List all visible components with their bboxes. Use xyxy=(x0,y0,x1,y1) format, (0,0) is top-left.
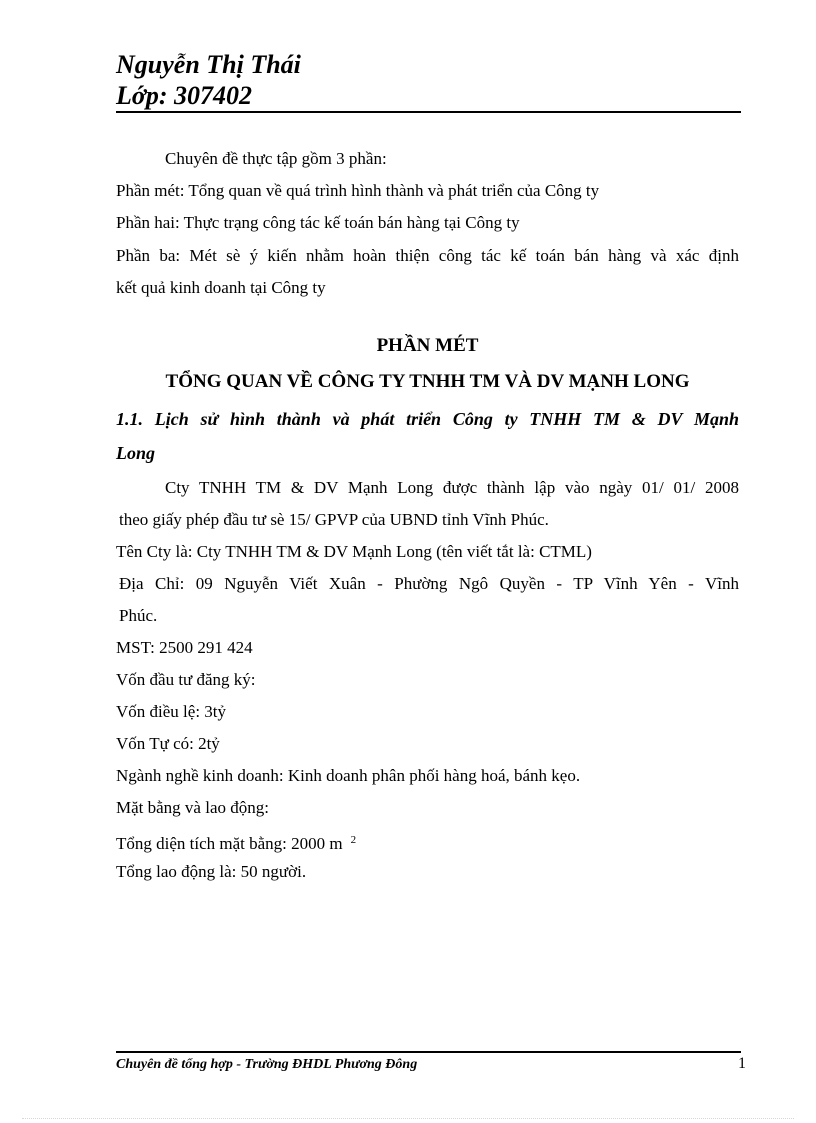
intro-line: Chuyên đề thực tập gồm 3 phần: xyxy=(165,149,387,168)
footer-divider xyxy=(116,1051,741,1053)
investment-capital: Vốn đầu tư đăng ký: xyxy=(116,670,256,689)
footer-text: Chuyên đề tổng hợp - Trường ĐHDL Phương Đông xyxy=(116,1057,418,1072)
paragraph-line-cont: theo giấy phép đầu tư sè 15/ GPVP của UBND tỉnh Vĩnh Phúc. xyxy=(119,510,549,529)
author-name: Nguyễn Thị Thái xyxy=(116,50,301,79)
intro-part-two: Phần hai: Thực trạng công tác kế toán bán hàng tại Công ty xyxy=(116,213,520,232)
part-title: PHẦN MÉT xyxy=(376,335,479,356)
section-heading-cont: Long xyxy=(116,443,156,463)
address-line-cont: Phúc. xyxy=(119,606,158,625)
company-name-line: Tên Cty là: Cty TNHH TM & DV Mạnh Long (tên viết tắt là: CTML) xyxy=(116,542,592,561)
intro-part-one: Phần mét: Tổng quan về quá trình hình thành và phát triển của Công ty xyxy=(116,181,600,200)
paragraph-line: Cty TNHH TM & DV Mạnh Long được thành lập vào ngày 01/ 01/ 2008 xyxy=(165,478,739,497)
address-line: Địa Chỉ: 09 Nguyễn Viết Xuân - Phường Ngô Quyền - TP Vĩnh Yên - Vĩnh xyxy=(119,574,739,593)
header-divider xyxy=(116,111,741,113)
class-code: Lớp: 307402 xyxy=(116,81,252,110)
labor-count: Tổng lao động là: 50 người. xyxy=(116,862,307,881)
section-heading: 1.1. Lịch sử hình thành và phát triển Công ty TNHH TM & DV Mạnh xyxy=(116,409,739,429)
intro-part-three-cont: kết quả kinh doanh tại Công ty xyxy=(116,278,326,297)
tax-code: MST: 2500 291 424 xyxy=(116,638,253,657)
intro-part-three: Phần ba: Mét sè ý kiến nhằm hoàn thiện công tác kế toán bán hàng và xác định xyxy=(116,246,739,265)
premises-heading: Mặt bằng và lao động: xyxy=(116,798,269,817)
equity-capital: Vốn Tự có: 2tỷ xyxy=(116,734,220,753)
premises-area-text: Tổng diện tích mặt bằng: 2000 m xyxy=(116,834,343,853)
business-line: Ngành nghề kinh doanh: Kinh doanh phân phối hàng hoá, bánh kẹo. xyxy=(116,766,581,785)
page-number: 1 xyxy=(738,1055,746,1072)
area-exponent: 2 xyxy=(350,834,357,846)
page-edge xyxy=(22,1118,794,1119)
charter-capital: Vốn điều lệ: 3tỷ xyxy=(116,702,227,721)
part-subtitle: TỔNG QUAN VỀ CÔNG TY TNHH TM VÀ DV MẠNH LONG xyxy=(165,371,690,392)
premises-area xyxy=(116,829,356,855)
